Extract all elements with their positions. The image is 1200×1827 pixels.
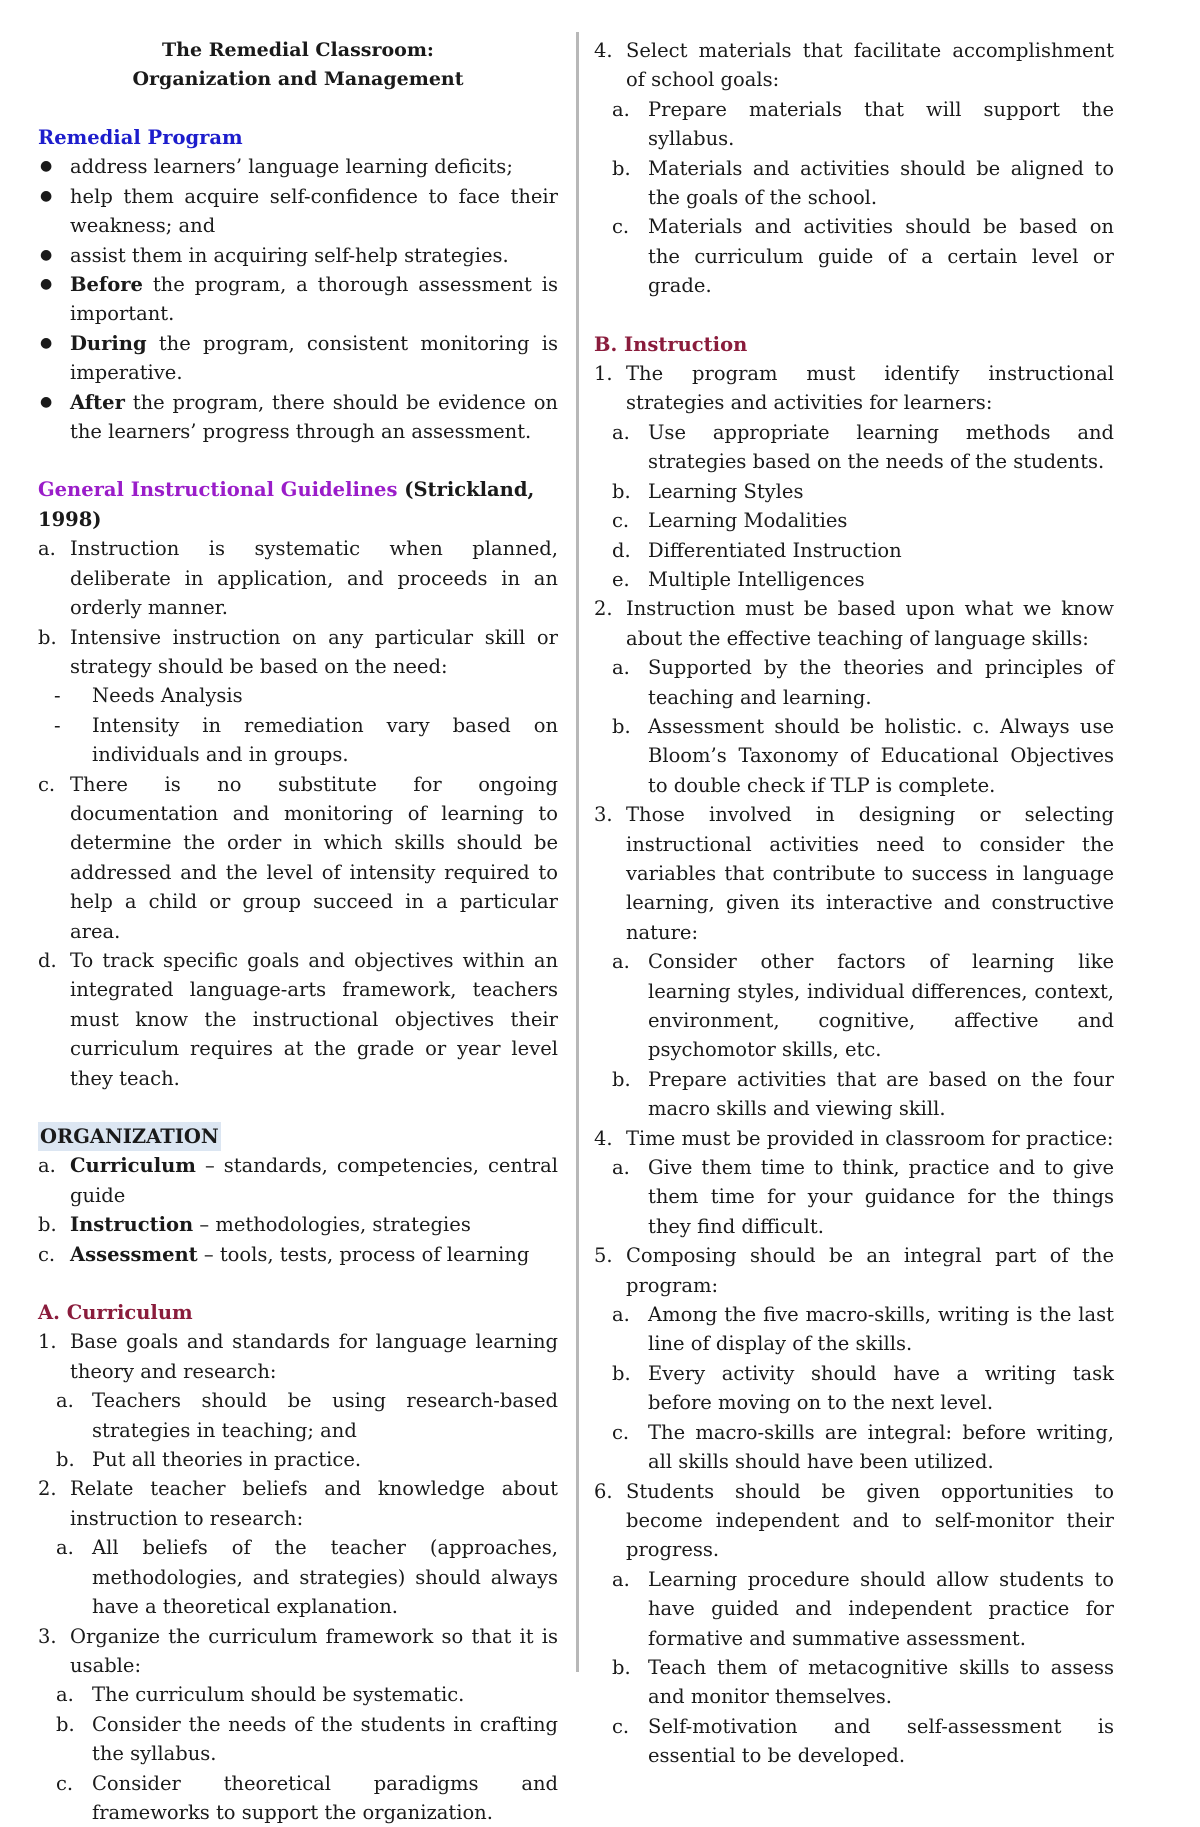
list-item: c. Self-motivation and self-assessment is essential to be developed.	[612, 1714, 1114, 1768]
list-item: c. There is no substitute for ongoing documentation and monitoring of learning to determine the order in which skills should be addressed and the level of intensity required to help a child or group succeed in a particular area.	[38, 772, 558, 943]
list-item: b. Teach them of metacognitive skills to assess and monitor themselves.	[612, 1655, 1114, 1709]
list-item: - Intensity in remediation vary based on individuals and in groups.	[38, 711, 558, 770]
left-column	[38, 36, 558, 1827]
list-item: b. Put all theories in practice.	[56, 1448, 362, 1472]
list-item: b. Every activity should have a writing task before moving on to the next level.	[612, 1361, 1114, 1415]
remedial-program-list	[38, 152, 558, 446]
list-item: a. The curriculum should be systematic.	[56, 1683, 465, 1707]
document-title	[38, 36, 558, 94]
list-item: c. Assessment – tools, tests, process of learning	[38, 1242, 530, 1266]
list-item: ● help them acquire self-confidence to face their weakness; and	[38, 182, 558, 241]
list-item: 1. Base goals and standards for language learning theory and research:	[38, 1330, 558, 1383]
curriculum-heading: A. Curriculum	[38, 1301, 193, 1325]
list-item: b. Assessment should be holistic. c. Always use Bloom’s Taxonomy of Educational Objectives to double check if TLP is complete.	[612, 714, 1114, 797]
remedial-program-heading: Remedial Program	[38, 126, 243, 149]
list-item: a. All beliefs of the teacher (approaches, methodologies, and strategies) should always have a theoretical explanation.	[56, 1536, 558, 1619]
guidelines-list	[38, 534, 558, 681]
list-item: c. Learning Modalities	[612, 509, 848, 533]
column-divider	[576, 32, 579, 1672]
list-item: 6. Students should be given opportunities to become independent and to self-monitor their progress.	[594, 1479, 1114, 1562]
list-item: c. Consider theoretical paradigms and frameworks to support the organization.	[56, 1771, 558, 1824]
list-item: c. Materials and activities should be based on the curriculum guide of a certain level or grade.	[612, 215, 1114, 298]
list-item: ● assist them in acquiring self-help strategies.	[38, 241, 558, 270]
list-item: 4. Select materials that facilitate accomplishment of school goals:	[594, 39, 1114, 92]
list-item: 2. Instruction must be based upon what we know about the effective teaching of language skills:	[594, 597, 1114, 650]
list-item: ● After the program, there should be evidence on the learners’ progress through an assessment.	[38, 388, 558, 447]
title-line-2: Organization and Management	[132, 68, 464, 90]
list-item: b. Learning Styles	[612, 479, 804, 503]
list-item: 5. Composing should be an integral part of the program:	[594, 1244, 1114, 1297]
list-item: b. Intensive instruction on any particular skill or strategy should be based on the need:	[38, 625, 558, 678]
list-item: a. Curriculum – standards, competencies, central guide	[38, 1154, 558, 1207]
list-item: ● address learners’ language learning deficits;	[38, 152, 558, 181]
list-item: 2. Relate teacher beliefs and knowledge about instruction to research:	[38, 1477, 558, 1530]
list-item: ● Before the program, a thorough assessment is important.	[38, 270, 558, 329]
list-item: d. To track specific goals and objectives within an integrated language-arts framework, teachers must know the instructional objectives their curriculum requires at the grade or year level they teach.	[38, 948, 558, 1090]
list-item: 3. Organize the curriculum framework so that it is usable:	[38, 1624, 558, 1677]
list-item: a. Give them time to think, practice and to give them time for your guidance for the things they find difficult.	[612, 1156, 1114, 1238]
list-item: a. Consider other factors of learning like learning styles, individual differences, context, environment, cognitive, affective and psychomotor skills, etc.	[612, 950, 1114, 1062]
list-item: d. Differentiated Instruction	[612, 538, 902, 562]
list-item: a. Teachers should be using research-based strategies in teaching; and	[56, 1389, 558, 1442]
list-item: 1. The program must identify instructional strategies and activities for learners:	[594, 362, 1114, 415]
guidelines-heading: General Instructional Guidelines (Strickland, 1998)	[38, 478, 535, 531]
list-item: a. Learning procedure should allow students to have guided and independent practice for formative and summative assessment.	[612, 1567, 1114, 1650]
organization-list	[38, 1151, 558, 1269]
list-item: b. Materials and activities should be aligned to the goals of the school.	[612, 156, 1114, 210]
list-item: ● During the program, consistent monitoring is imperative.	[38, 329, 558, 388]
list-item: b. Consider the needs of the students in crafting the syllabus.	[56, 1712, 558, 1766]
right-column	[594, 36, 1114, 1771]
list-item: 3. Those involved in designing or selecting instructional activities need to consider the variables that contribute to success in language learning, given its interactive and constructive nature:	[594, 803, 1114, 944]
instruction-heading: B. Instruction	[594, 332, 748, 356]
list-item: a. Supported by the theories and principles of teaching and learning.	[612, 656, 1114, 709]
list-item: b. Prepare activities that are based on the four macro skills and viewing skill.	[612, 1067, 1114, 1121]
list-item: a. Prepare materials that will support the syllabus.	[612, 97, 1114, 151]
list-item: a. Among the five macro-skills, writing is the last line of display of the skills.	[612, 1303, 1114, 1356]
list-item: b. Instruction – methodologies, strategies	[38, 1213, 471, 1237]
needs-sublist	[38, 681, 558, 769]
list-item: c. The macro-skills are integral: before writing, all skills should have been utilized.	[612, 1420, 1114, 1474]
curriculum-list	[38, 1327, 558, 1386]
instruction-list	[594, 359, 1114, 418]
list-item: 4. Time must be provided in classroom for practice:	[594, 1126, 1114, 1150]
list-item: a. Use appropriate learning methods and strategies based on the needs of the students.	[612, 420, 1114, 474]
organization-heading: ORGANIZATION	[38, 1122, 221, 1151]
title-line-1: The Remedial Classroom:	[162, 39, 434, 61]
list-item: - Needs Analysis	[38, 681, 558, 710]
list-item: a. Instruction is systematic when planned, deliberate in application, and proceeds in an orderly manner.	[38, 537, 558, 620]
list-item: e. Multiple Intelligences	[612, 567, 865, 591]
